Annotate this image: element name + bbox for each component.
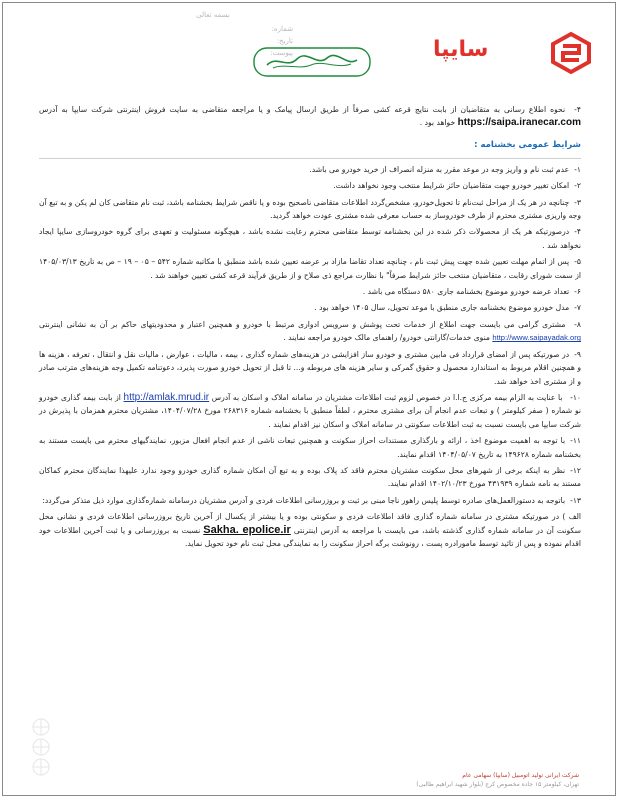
brand-wordmark: سایپا (433, 37, 489, 62)
item-text: نحوه اطلاع رسانی به متقاضیان از بابت نتایج قرعه کشی صرفاً از طریق ارسال پیامک و یا مراجعه متقاضی به سایت فروش اینترنتی شرکت سایپا به آدرس (39, 105, 566, 114)
item-text: پس از اتمام مهلت تعیین شده جهت پیش ثبت نام ، چنانچه تعداد تقاضا مازاد بر عرضه تعیین شده باشد منطبق با مکاتبه شماره ۵۴۲ – ۰۵ – ۱۹ – ص به تاریخ ۱۴۰۵/۰۳/۱۳ از سمت شورای رقابت ، متقاضیان منتخب حائز شرایط صرفاً" با نظارت مراجع ذی صلاح و از طریق فرآیند قرعه کشی تعیین خواهند شد . (39, 257, 581, 280)
item-text: با توجه به اهمیت موضوع اخذ ، ارائه و بارگذاری مستندات احراز سکونت و همچنین تبعات ناشی از عدم انجام افعال مزبور، نمایندگیهای محترم می بایست مستند به بخشنامه شماره ۱۴۹۶۲۸ به تاریخ ۱۴۰۴/۰۵/۰۷ اقدام نمایند. (39, 436, 581, 459)
condition-item (39, 494, 581, 507)
item-text-end: منوی خدمات/گارانتی خودرو/ راهنمای مالک خودرو مراجعه نمایند . (283, 333, 490, 343)
condition-item (39, 196, 581, 223)
saipayadak-link[interactable]: http://www.saipayadak.org (492, 333, 581, 343)
epolice-link[interactable]: Sakha. epolice.ir (203, 523, 291, 536)
item-number: ۹- (574, 349, 581, 359)
sub-item-a (39, 510, 581, 550)
condition-item (39, 301, 581, 314)
item-text: امکان تغییر خودرو جهت متقاضیان حائز شرایط منتخب وجود نخواهد داشت. (333, 181, 570, 191)
item-number: ۶- (574, 287, 581, 297)
meta-number-label: شماره: (271, 25, 293, 33)
saipa-logo (433, 31, 593, 75)
meta-date-label: تاریخ: (276, 37, 293, 45)
item-number: ۱- (574, 164, 581, 174)
condition-item (39, 464, 581, 491)
footer-address: تهران، کیلومتر ۱۵ جاده مخصوص کرج (بلوار شهید ابراهیم طالبی) (416, 781, 579, 788)
general-conditions-title: شرایط عمومی بخشنامه : (474, 139, 581, 150)
condition-item (39, 163, 581, 176)
item-4-result-notice (39, 103, 581, 130)
item-number: ۱۳- (570, 495, 581, 505)
item-number: ۷- (574, 303, 581, 313)
letter-body (39, 103, 581, 553)
item-text-end: خواهد بود . (419, 118, 456, 128)
item-number: ۱۱- (570, 436, 581, 446)
amlak-link[interactable]: http://amlak.mrud.ir (123, 391, 210, 403)
decorative-pattern-icon (21, 715, 61, 785)
item-text-end: از بابت بیمه گذاری خودرو نو شماره ( صفر کیلومتر ) و تبعات عدم انجام آن برای مشتری محترم ، لطفاً منطبق با بخشنامه شماره ۲۶۸۳۱۶ مورخ ۱۴۰۴/۰۷/۲۸، مشتریان محترم همزمان با پذیرش در شرکت سایپا می بایست نسبت به ثبت اطلاعات سکونتی در سامانه املاک و اسکان نیز اقدام نمایند . (39, 392, 581, 429)
meta-attachment-label: پیوست: (270, 49, 293, 57)
item-text: مشتری گرامی می بایست جهت اطلاع از خدمات تحت پوشش و سرویس ادواری مرتبط با خودرو و همچنین اعتبار و محدودیتهای حاکم بر آن به نشانی اینترنتی (39, 319, 566, 329)
condition-item (39, 179, 581, 192)
item-text: در صورتیکه پس از امضای قرارداد فی مابین مشتری و خودرو ساز افزایشی در هزینه‌های شماره گذاری ، بیمه ، مالیات ، عوارض ، مالیات نقل و انتقال ، تعرفه ، هزینه ها و همچنین اقلام مربوط به استاندارد محصول و حقوق گمرکی و سایر هزینه های مربوطه و... تا قبل از تحویل خودرو صورت پذیرد، دعوتنامه تکمیل وجه هزینه‌های مترتب صادر و از مشتری اخذ خواهد شد. (39, 349, 581, 386)
item-text: عدم ثبت نام و واریز وجه در موعد مقرر به منزله انصراف از خرید خودرو می باشد. (309, 164, 570, 174)
condition-item (39, 434, 581, 461)
document-page (2, 2, 616, 796)
condition-item (39, 348, 581, 388)
item-text: نظر به اینکه برخی از شهرهای محل سکونت مشتریان محترم فاقد کد پلاک بوده و به تبع آن امکان شماره گذاری خودرو وجود ندارد علیهذا نمایندگان محترم کماکان مستند به نامه شماره ۴۳۱۹۳۹ مورخ ۱۴۰۲/۱۰/۲۳ اقدام نمایند. (39, 465, 581, 489)
item-text: درصورتیکه هر یک از محصولات ذکر شده در این بخشنامه توسط متقاضی محترم رعایت نشده باشد ، هیچگونه مسئولیت و تعهدی برای گروه خودروسازی سایپا ایجاد نخواهد شد . (39, 227, 581, 250)
item-number: ۵- (574, 257, 582, 267)
condition-item (39, 225, 581, 252)
item-text: با عنایت به الزام بیمه مرکزی ج.ا.ا در خصوص لزوم ثبت اطلاعات مشتریان در سامانه املاک و اسکان به آدرس (211, 392, 563, 402)
item-number: ۲- (574, 181, 581, 191)
item-number: ۸- (574, 319, 581, 329)
item-text: باتوجه به دستورالعمل‌های صادره توسط پلیس راهور ناجا مبنی بر ثبت و بروزرسانی اطلاعات فردی و آدرس مشتریان درسامانه شماره‌گذاری موارد ذیل متذکر می‌گردد: (42, 495, 566, 505)
saipa-sales-url[interactable]: https://saipa.iranecar.com (457, 117, 581, 129)
economy-slogan-stamp (253, 47, 371, 77)
item-text: الف ) در صورتیکه مشتری در سامانه شماره گذاری فاقد اطلاعات فردی و سکونتی بوده و یا بیشتر از یکسال از آخرین تاریخ بروزرسانی اطلاعات فردی و نشانی محل سکونت آن در سامانه شماره گذاری گذشته باشد، می بایست با مراجعه به آدرس اینترنتی (39, 512, 581, 535)
condition-item (39, 391, 581, 431)
item-number: ۱۲- (570, 465, 581, 475)
item-text-end: نسبت به بروزرسانی و یا ثبت آخرین اطلاعات خود اقدام نموده و پس از تائید توسط مامورادره پست ، رونوشت برگه احراز سکونت را به نمایندگی محل ثبت نام خود تحویل نماید. (39, 525, 581, 548)
condition-item (39, 318, 581, 345)
footer (416, 771, 579, 789)
footer-company: شرکت ایرانی تولید اتومبیل (سایپا) سهامی عام (462, 772, 579, 779)
condition-item (39, 255, 581, 282)
bismillah: بسمه تعالی (196, 11, 230, 19)
divider (39, 158, 581, 159)
condition-item (39, 285, 581, 298)
saipa-emblem-icon (549, 31, 593, 75)
item-number: ۱۰- (570, 392, 582, 402)
item-number: ۳- (574, 197, 581, 207)
item-text: تعداد عرضه خودرو موضوع بخشنامه جاری ۵۸۰ دستگاه می باشد . (362, 287, 570, 297)
item-text: چنانچه در هر یک از مراحل ثبت‌نام تا تحویل‌خودرو، مشخص‌گردد اطلاعات متقاضی ناصحیح بوده و یا ناقص شرایط بخشنامه باشد، ثبت نام متقاضی کان لم یکن و به تبع آن وجه واریزی مشتری محترم از طرف خودروساز به حساب معرفی شده مشتری عودت خواهد گردید. (39, 197, 581, 221)
item-text: مدل خودرو موضوع بخشنامه جاری منطبق با موعد تحویل، سال ۱۴۰۵ خواهد بود . (314, 303, 570, 313)
item-number: ۴- (574, 105, 581, 114)
item-number: ۴- (574, 227, 581, 237)
